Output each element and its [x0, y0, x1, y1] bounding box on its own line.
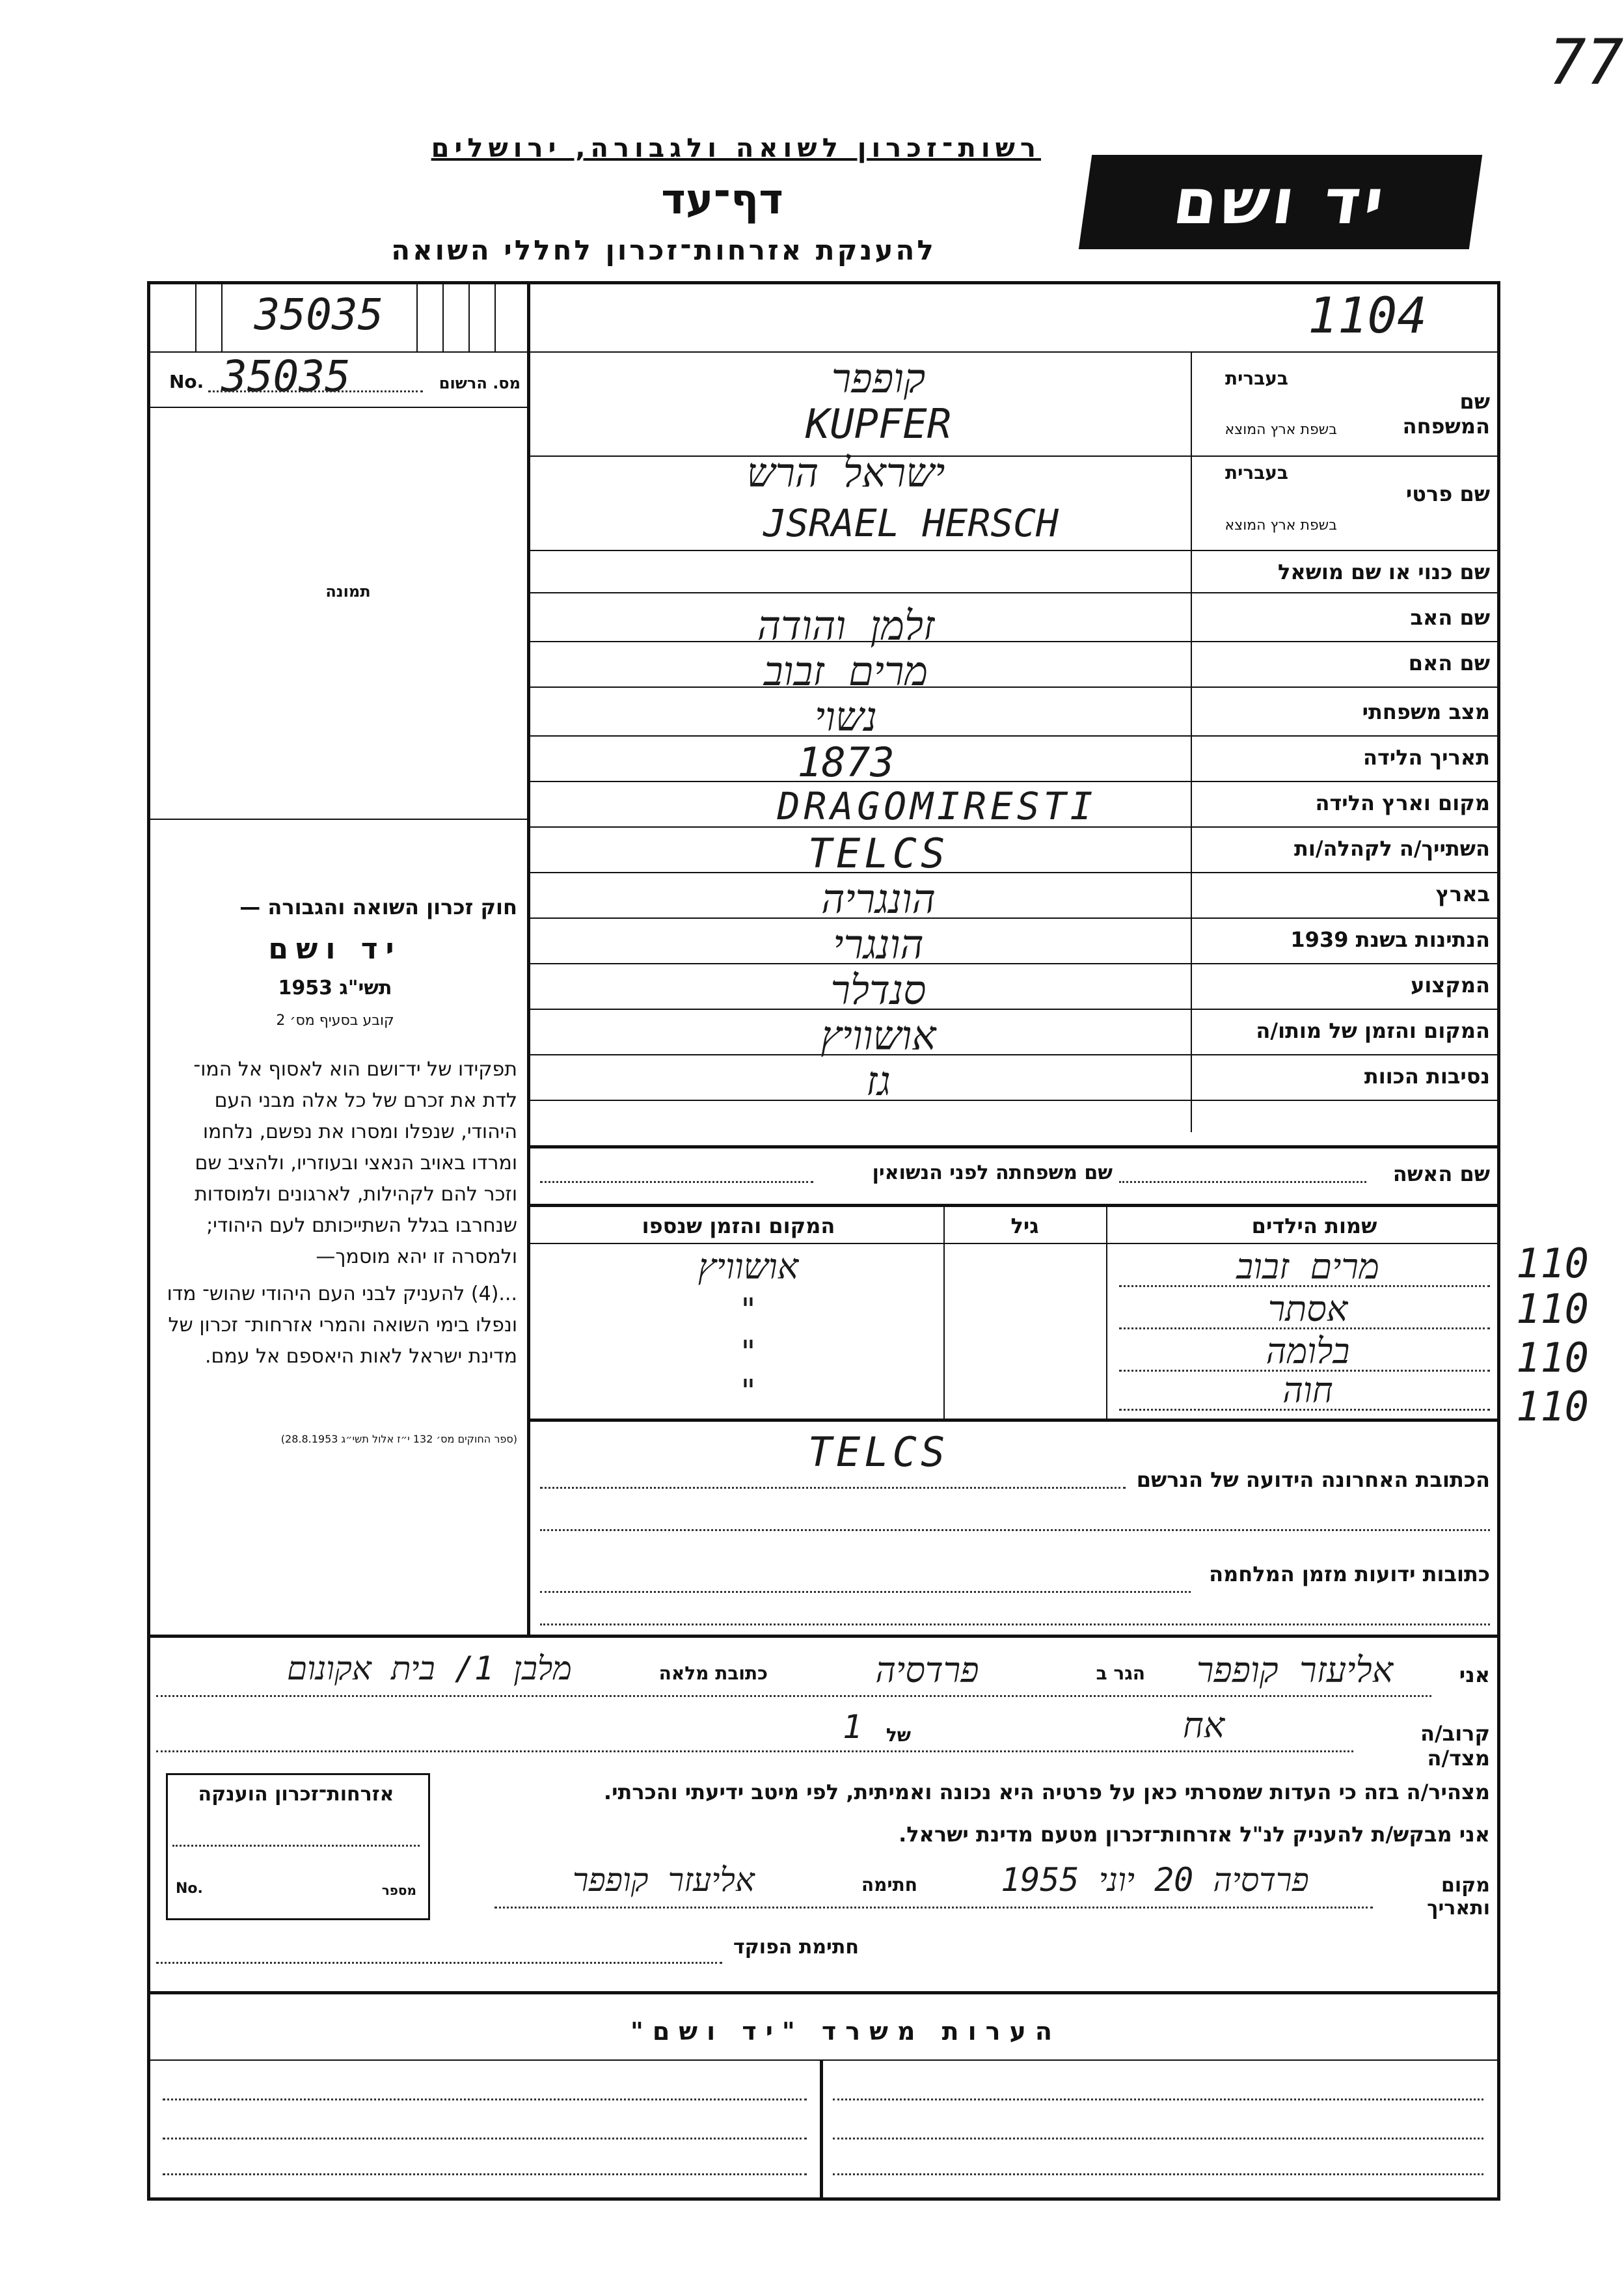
- children-names-header: שמות הילדים: [1251, 1214, 1377, 1238]
- label-column-divider: [1191, 351, 1192, 1132]
- place-date-value: פרדסיה 20 יוני 1955: [1001, 1861, 1309, 1899]
- in-hebrew-label-2: בעברית: [1225, 462, 1288, 483]
- family-name-origin: KUPFER: [805, 400, 951, 448]
- of-value: 1: [842, 1708, 863, 1746]
- law-text-1: תפקידו של יד־ושם הוא לאסוף אל המו־ לדת את זכרם של כל אלה מבני העם היהודי, שנפלו ומסרו את נפשם, נלחמו ומרדו באויב הנאצי ובעוזריו, ולהציב שם וזכר להם לקהילות, לארגונים ולמוסדות שנחרבו בגלל השתייכותם לעם היהודי; ולמסרה זו יהא מוסמך—: [193, 1058, 517, 1268]
- circumstances-value: גז: [866, 1057, 891, 1105]
- signature-value: אליעזר קופפר: [573, 1861, 755, 1899]
- left-column-divider: [527, 281, 530, 1635]
- mother-name-label: שם האם: [1408, 651, 1490, 675]
- relation-value: אח: [1182, 1705, 1225, 1746]
- birth-place-value: DRAGOMIRESTI: [777, 784, 1097, 828]
- child-name-3: בלומה: [1265, 1331, 1350, 1372]
- birth-date-label: תאריך הלידה: [1362, 745, 1490, 770]
- form-title: דף־עד: [661, 176, 783, 224]
- organization-line: רשות־זכרון לשואה ולגבורה, ירושלים: [431, 133, 1041, 163]
- declaration-line: מצהיר/ה בזה כי העדות שמסרתי כאן על פרטיה היא נכונה ואמיתית, לפי מיטב ידיעתי והכרתי.: [603, 1780, 1490, 1804]
- father-name-label: שם האב: [1410, 605, 1490, 630]
- children-death-header: המקום והזמן שנספו: [642, 1214, 835, 1238]
- family-name-hebrew: קופפר: [831, 355, 926, 402]
- law-year: תשי"ג 1953: [278, 977, 392, 999]
- corner-note: 77: [1549, 26, 1624, 99]
- nickname-label: שם כנוי או שם מושאל: [1277, 560, 1490, 584]
- child-name-2: אסתר: [1267, 1288, 1348, 1329]
- citizenship-box-no-en: No.: [176, 1881, 203, 1897]
- last-address-label: הכתובת האחרונה הידועה של הנרשם: [1136, 1467, 1490, 1492]
- signature-label: חתימה: [861, 1874, 917, 1895]
- marital-status-label: מצב משפחתי: [1362, 700, 1490, 724]
- registration-number: 35035: [221, 351, 351, 401]
- profession-value: סנדלר: [830, 966, 927, 1014]
- declarant-i-label: אני: [1459, 1663, 1490, 1687]
- first-name-hebrew: ישראל הרש: [746, 449, 945, 496]
- wife-name-label: שם האשה: [1392, 1161, 1490, 1186]
- citizenship-box-title: אזרחות־זכרון הוענקה: [198, 1783, 394, 1806]
- office-comments-title: הערות משרד "יד ושם": [630, 2017, 1061, 2046]
- child-name-1: מרים זבוב: [1236, 1246, 1379, 1287]
- mother-name-value: מרים זבוב: [763, 647, 928, 695]
- place-date-label: מקום ותאריך: [1427, 1874, 1490, 1920]
- death-place-value: אושוויץ: [820, 1012, 936, 1059]
- child-mark-1: 110: [1516, 1240, 1589, 1287]
- marital-status-value: נשוי: [814, 693, 878, 740]
- request-line: אני מבקש/ת להעניק לנ"ל אזרחות־זכרון מטעם מדינת ישראל.: [899, 1822, 1490, 1847]
- wife-maiden-label: שם משפחתה לפני הנשואין: [872, 1161, 1113, 1184]
- children-age-header: גיל: [1010, 1214, 1039, 1238]
- citizenship-box-number-label: מספר: [381, 1882, 416, 1898]
- community-label: השתייך/ה לקהלה/ות: [1293, 836, 1490, 861]
- page-mark: 1104: [1308, 286, 1428, 344]
- child-mark-4: 110: [1516, 1383, 1589, 1430]
- top-registration-number: 35035: [254, 290, 384, 340]
- declarant-name: אליעזר קופפר: [1196, 1650, 1394, 1691]
- child-name-4: חוה: [1282, 1370, 1333, 1411]
- citizenship-1939-value: הונגרי: [833, 921, 924, 968]
- country-value: הונגריה: [821, 875, 936, 923]
- death-place-label: המקום והזמן של מותו/ה: [1256, 1018, 1490, 1043]
- father-name-value: זלמן והודה: [757, 602, 935, 649]
- law-clause: קובע בסעיף מס׳ 2: [276, 1012, 394, 1029]
- family-name-label: שם המשפחה: [1402, 389, 1490, 439]
- first-name-label: שם פרטי: [1405, 482, 1490, 506]
- child-death-2: ": [738, 1292, 758, 1328]
- birth-place-label: מקום וארץ הלידה: [1315, 791, 1490, 815]
- yad-vashem-logo: יד ושם: [1079, 155, 1482, 249]
- last-address-value: TELCS: [807, 1428, 949, 1476]
- resides-value: פרדסיה: [875, 1650, 979, 1691]
- full-address-label: כתובת מלאה: [658, 1663, 768, 1684]
- country-label: בארץ: [1435, 882, 1490, 906]
- profession-label: המקצוע: [1411, 973, 1490, 998]
- child-death-1: אושוויץ: [697, 1246, 799, 1287]
- resides-label: הגר ב: [1096, 1663, 1145, 1684]
- child-death-4: ": [738, 1373, 758, 1409]
- law-title: חוק זכרון השואה והגבורה —: [239, 895, 517, 919]
- relation-label: קרוב/ה מצד/ה: [1420, 1721, 1490, 1771]
- photo-label: תמונה: [325, 582, 371, 601]
- law-footnote: (ספר החוקים מס׳ 132 י״ז אלול תשי״ג 28.8.1953): [280, 1433, 517, 1445]
- full-address-value: מלבן 1/ בית אקונום: [287, 1650, 572, 1687]
- first-name-origin: JSRAEL HERSCH: [763, 501, 1059, 545]
- form-subtitle: להענקת אזרחות־זכרון לחללי השואה: [391, 234, 936, 266]
- child-mark-3: 110: [1516, 1334, 1589, 1381]
- law-name: יד ושם: [268, 932, 402, 966]
- in-hebrew-label: בעברית: [1225, 368, 1288, 389]
- number-label-he: מס. הרשום: [439, 374, 521, 392]
- number-label-en: No.: [169, 371, 204, 392]
- law-text-2: ...(4) להעניק לבני העם היהודי שהוש־ מדו ונפלו בימי השואה והמרי אזרחות־ זכרון של מדינת ישראל לאות היאספם אל עמם.: [167, 1283, 517, 1368]
- child-mark-2: 110: [1516, 1285, 1589, 1333]
- circumstances-label: נסיבות הכוות: [1364, 1064, 1490, 1089]
- of-label: של: [886, 1724, 911, 1746]
- birth-date-value: 1873: [797, 739, 895, 786]
- officer-signature-label: חתימת הפוקד: [733, 1936, 859, 1959]
- wartime-address-label: כתובות ידועות מזמן המלחמה: [1209, 1562, 1490, 1586]
- citizenship-1939-label: הנתינות בשנת 1939: [1290, 927, 1490, 952]
- child-death-3: ": [738, 1334, 758, 1370]
- origin-lang-label: בשפת ארץ המוצא: [1225, 422, 1337, 438]
- origin-lang-label-2: בשפת ארץ המוצא: [1225, 517, 1337, 534]
- community-value: TELCS: [807, 830, 949, 877]
